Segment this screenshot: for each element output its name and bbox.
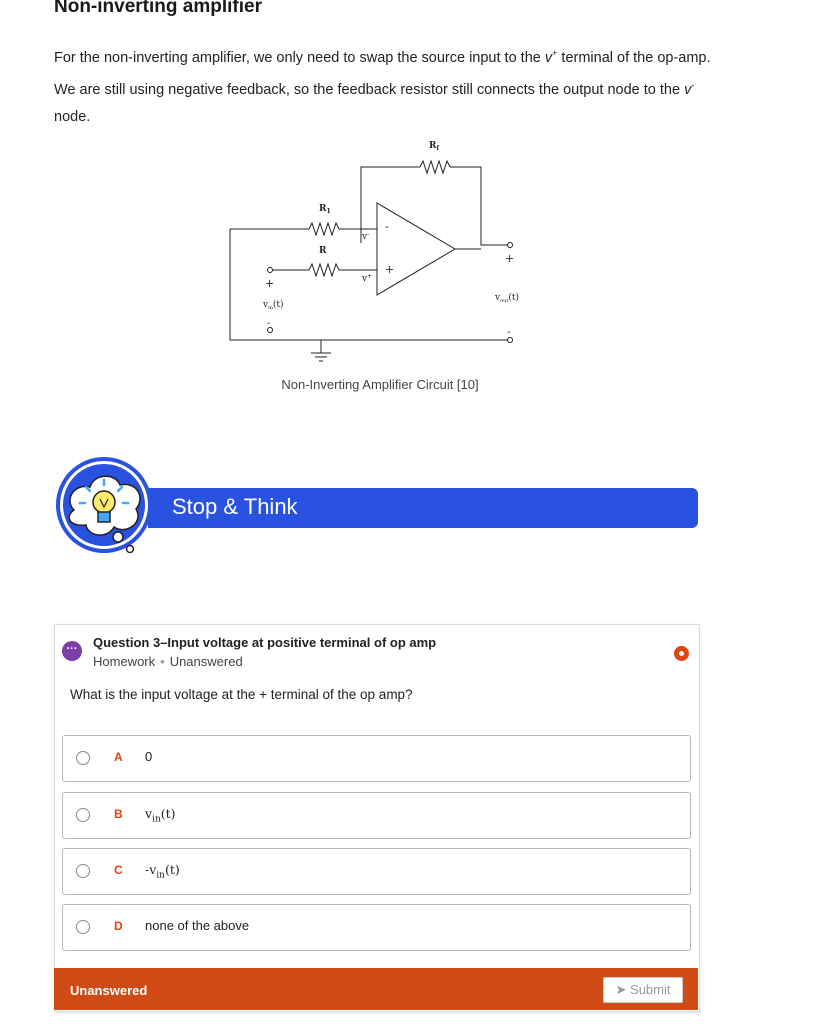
vplus-label: v+ — [362, 273, 373, 284]
r-resistor — [309, 264, 339, 276]
vout-plus-terminal — [508, 243, 513, 248]
question-meta: Homework • Unanswered — [93, 654, 243, 669]
option-text: $v_{in}(t)$ — [145, 806, 176, 825]
vin-minus-sign: - — [267, 318, 271, 329]
option-b[interactable] — [62, 792, 691, 839]
r-label: R — [319, 246, 327, 256]
submit-button[interactable]: ➤ Submit — [603, 977, 683, 1003]
vminus-label: v- — [362, 231, 370, 242]
unanswered-status-icon — [674, 646, 689, 661]
page-title: Non-inverting amplifier — [54, 0, 262, 17]
feedback-wire — [361, 167, 420, 243]
vout-minus-sign: - — [507, 327, 511, 338]
answer-status-label: Unanswered — [70, 983, 148, 998]
vout-plus-sign: + — [505, 252, 515, 265]
opamp-minus-sign: - — [385, 220, 389, 233]
radio-button[interactable] — [76, 920, 90, 934]
stop-think-label: Stop & Think — [172, 494, 298, 519]
question-prompt: What is the input voltage at the + terminal of the op amp? — [70, 687, 413, 702]
radio-button[interactable] — [76, 808, 90, 822]
non-inverting-amplifier-diagram — [225, 135, 525, 370]
rf-resistor — [420, 161, 450, 173]
answer-status-bar — [54, 968, 698, 1010]
question-chat-icon: ··· — [62, 641, 82, 661]
vin-plus-sign: + — [265, 277, 275, 290]
radio-button[interactable] — [76, 864, 90, 878]
circuit-caption: Non-Inverting Amplifier Circuit [10] — [281, 377, 479, 392]
option-letter: D — [114, 919, 123, 933]
vout-minus-terminal — [508, 338, 513, 343]
option-text: 0 — [145, 749, 153, 764]
option-letter: B — [114, 807, 123, 821]
option-c[interactable] — [62, 848, 691, 895]
option-letter: C — [114, 863, 123, 877]
r1-label: $R_1$ — [319, 204, 331, 215]
question-title: Question 3–Input voltage at positive terminal of op amp — [93, 635, 437, 650]
op-amp — [377, 203, 455, 295]
option-d[interactable] — [62, 904, 691, 951]
opamp-plus-sign: + — [385, 263, 395, 276]
lightbulb-thought-icon — [52, 455, 162, 560]
option-text: $-v_{in}(t)$ — [145, 862, 180, 881]
option-a[interactable] — [62, 735, 691, 782]
intro-paragraph: For the non-inverting amplifier, we only need to swap the source input to the v+ terminal of the op-amp. We are still using negative feedback, so the feedback resistor still connects the output node to the v- node. — [54, 48, 711, 125]
feedback-wire-right — [450, 167, 507, 245]
radio-button[interactable] — [76, 751, 90, 765]
send-icon: ➤ — [615, 982, 627, 997]
r1-resistor — [309, 223, 339, 235]
ground-symbol — [311, 353, 331, 361]
vout-label: $v_{out}(t)$ — [495, 293, 519, 304]
vin-label: $v_{in}(t)$ — [263, 300, 284, 311]
option-letter: A — [114, 750, 123, 764]
vin-plus-terminal — [268, 268, 273, 273]
rf-label: $R_f$ — [429, 141, 440, 152]
option-text: none of the above — [145, 918, 250, 933]
